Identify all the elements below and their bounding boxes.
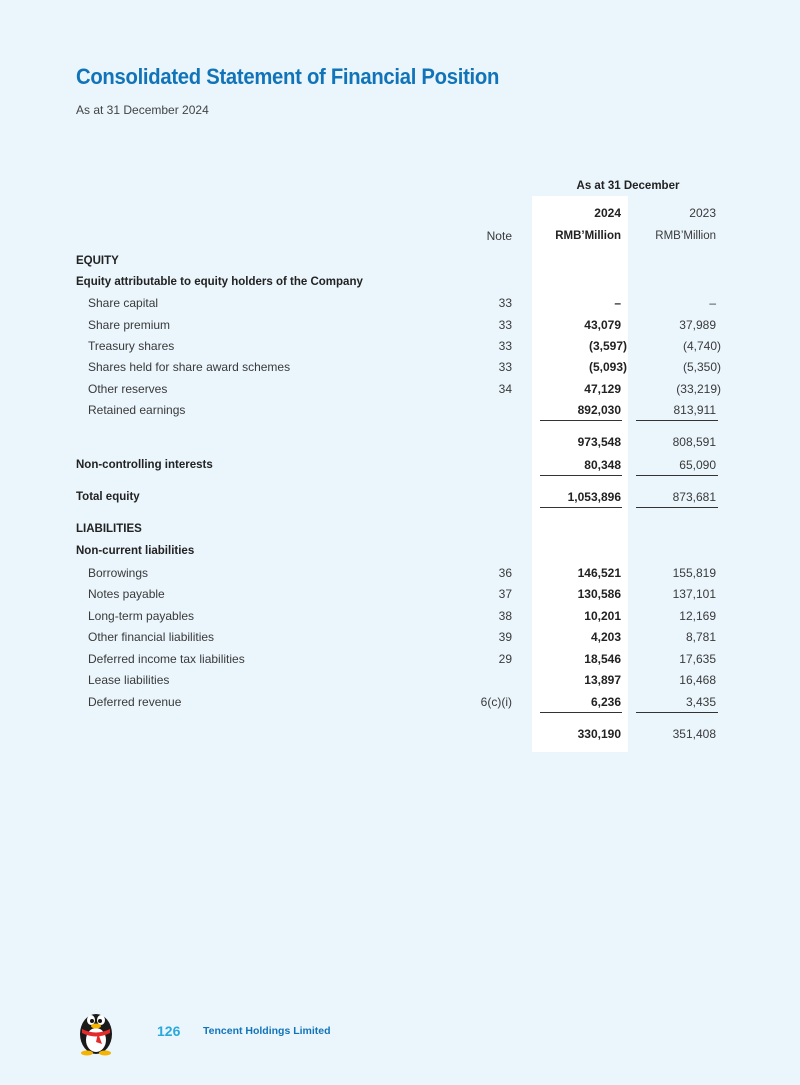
subtotal-value-2024: 330,190	[577, 727, 621, 741]
row-value-2024: –	[614, 296, 621, 310]
subtotal-value-2023: 808,591	[672, 435, 716, 449]
row-value-2024: 130,586	[577, 587, 621, 601]
subtotal-rule	[636, 420, 718, 421]
row-label: Other reserves	[88, 382, 168, 396]
row-value-2024: 892,030	[577, 403, 621, 417]
row-label: Share premium	[88, 318, 171, 332]
row-label: Non-controlling interests	[76, 459, 213, 471]
subtotal-rule	[540, 475, 622, 476]
subtotal-rule	[540, 420, 622, 421]
row-note: 38	[498, 609, 512, 623]
column-header-2024: 2024	[594, 206, 621, 220]
row-value-2024: 10,201	[584, 609, 621, 623]
page-title: Consolidated Statement of Financial Position	[76, 64, 500, 89]
row-value-2023: (4,740)	[682, 339, 721, 353]
row-label: Notes payable	[88, 587, 165, 601]
row-label: Total equity	[76, 491, 140, 503]
row-value-2024: 13,897	[584, 673, 621, 687]
row-value-2023: 17,635	[679, 652, 716, 666]
company-name: Tencent Holdings Limited	[203, 1025, 331, 1037]
row-value-2024: 4,203	[590, 630, 621, 644]
row-value-2024: 80,348	[584, 458, 621, 472]
row-note: 39	[498, 630, 512, 644]
row-value-2023: 813,911	[673, 403, 716, 417]
row-note: 34	[498, 382, 512, 396]
row-note: 29	[498, 652, 512, 666]
total-value-2023: 873,681	[672, 490, 716, 504]
row-label: Retained earnings	[88, 403, 186, 417]
row-label: Other financial liabilities	[88, 630, 215, 644]
row-value-2023: 65,090	[679, 458, 716, 472]
row-value-2023: 3,435	[685, 695, 716, 709]
row-label: Deferred income tax liabilities	[88, 652, 245, 666]
total-value-2024: 1,053,896	[567, 490, 621, 504]
row-value-2023: 12,169	[679, 609, 716, 623]
row-note: 33	[498, 296, 512, 310]
row-value-2023: 137,101	[672, 587, 716, 601]
current-year-column-highlight	[532, 196, 628, 752]
subtotal-rule	[636, 475, 718, 476]
row-label: Long-term payables	[88, 609, 195, 623]
subsection-heading: Equity attributable to equity holders of the Company	[76, 276, 363, 288]
row-value-2023: 16,468	[679, 673, 716, 687]
section-heading-equity: EQUITY	[76, 255, 119, 267]
column-header-note: Note	[486, 229, 512, 243]
row-value-2024: 18,546	[584, 652, 621, 666]
row-label: Lease liabilities	[88, 673, 170, 687]
row-value-2023: –	[709, 296, 716, 310]
row-value-2023: 155,819	[672, 566, 716, 580]
row-value-2024: (3,597)	[588, 339, 627, 353]
row-value-2023: 8,781	[685, 630, 716, 644]
row-value-2024: 43,079	[584, 318, 621, 332]
subtotal-value-2024: 973,548	[577, 435, 621, 449]
row-value-2024: (5,093)	[588, 360, 627, 374]
column-group-header: As at 31 December	[576, 180, 680, 192]
row-note: 6(c)(i)	[480, 695, 512, 709]
row-label: Deferred revenue	[88, 695, 182, 709]
row-note: 33	[498, 360, 512, 374]
row-note: 36	[498, 566, 512, 580]
subsection-heading: Non-current liabilities	[76, 545, 195, 557]
row-label: Share capital	[88, 296, 159, 310]
row-value-2023: (33,219)	[676, 382, 721, 396]
subtotal-value-2023: 351,408	[672, 727, 716, 741]
row-note: 33	[498, 318, 512, 332]
total-rule	[636, 507, 718, 508]
column-header-2023: 2023	[689, 206, 716, 220]
row-value-2023: (5,350)	[682, 360, 721, 374]
row-value-2024: 146,521	[577, 566, 621, 580]
subtotal-rule	[540, 712, 622, 713]
row-label: Treasury shares	[88, 339, 175, 353]
column-unit-2024: RMB’Million	[555, 230, 621, 242]
row-value-2024: 6,236	[590, 695, 621, 709]
page-subtitle: As at 31 December 2024	[76, 103, 209, 117]
row-value-2024: 47,129	[584, 382, 621, 396]
section-heading-liabilities: LIABILITIES	[76, 523, 142, 535]
subtotal-rule	[636, 712, 718, 713]
total-rule	[540, 507, 622, 508]
row-label: Shares held for share award schemes	[88, 360, 291, 374]
row-note: 37	[498, 587, 512, 601]
page-number: 126	[157, 1023, 181, 1039]
row-note: 33	[498, 339, 512, 353]
row-value-2023: 37,989	[679, 318, 716, 332]
column-unit-2023: RMB’Million	[655, 230, 716, 242]
row-label: Borrowings	[88, 566, 149, 580]
penguin-mascot-icon	[74, 1004, 118, 1056]
